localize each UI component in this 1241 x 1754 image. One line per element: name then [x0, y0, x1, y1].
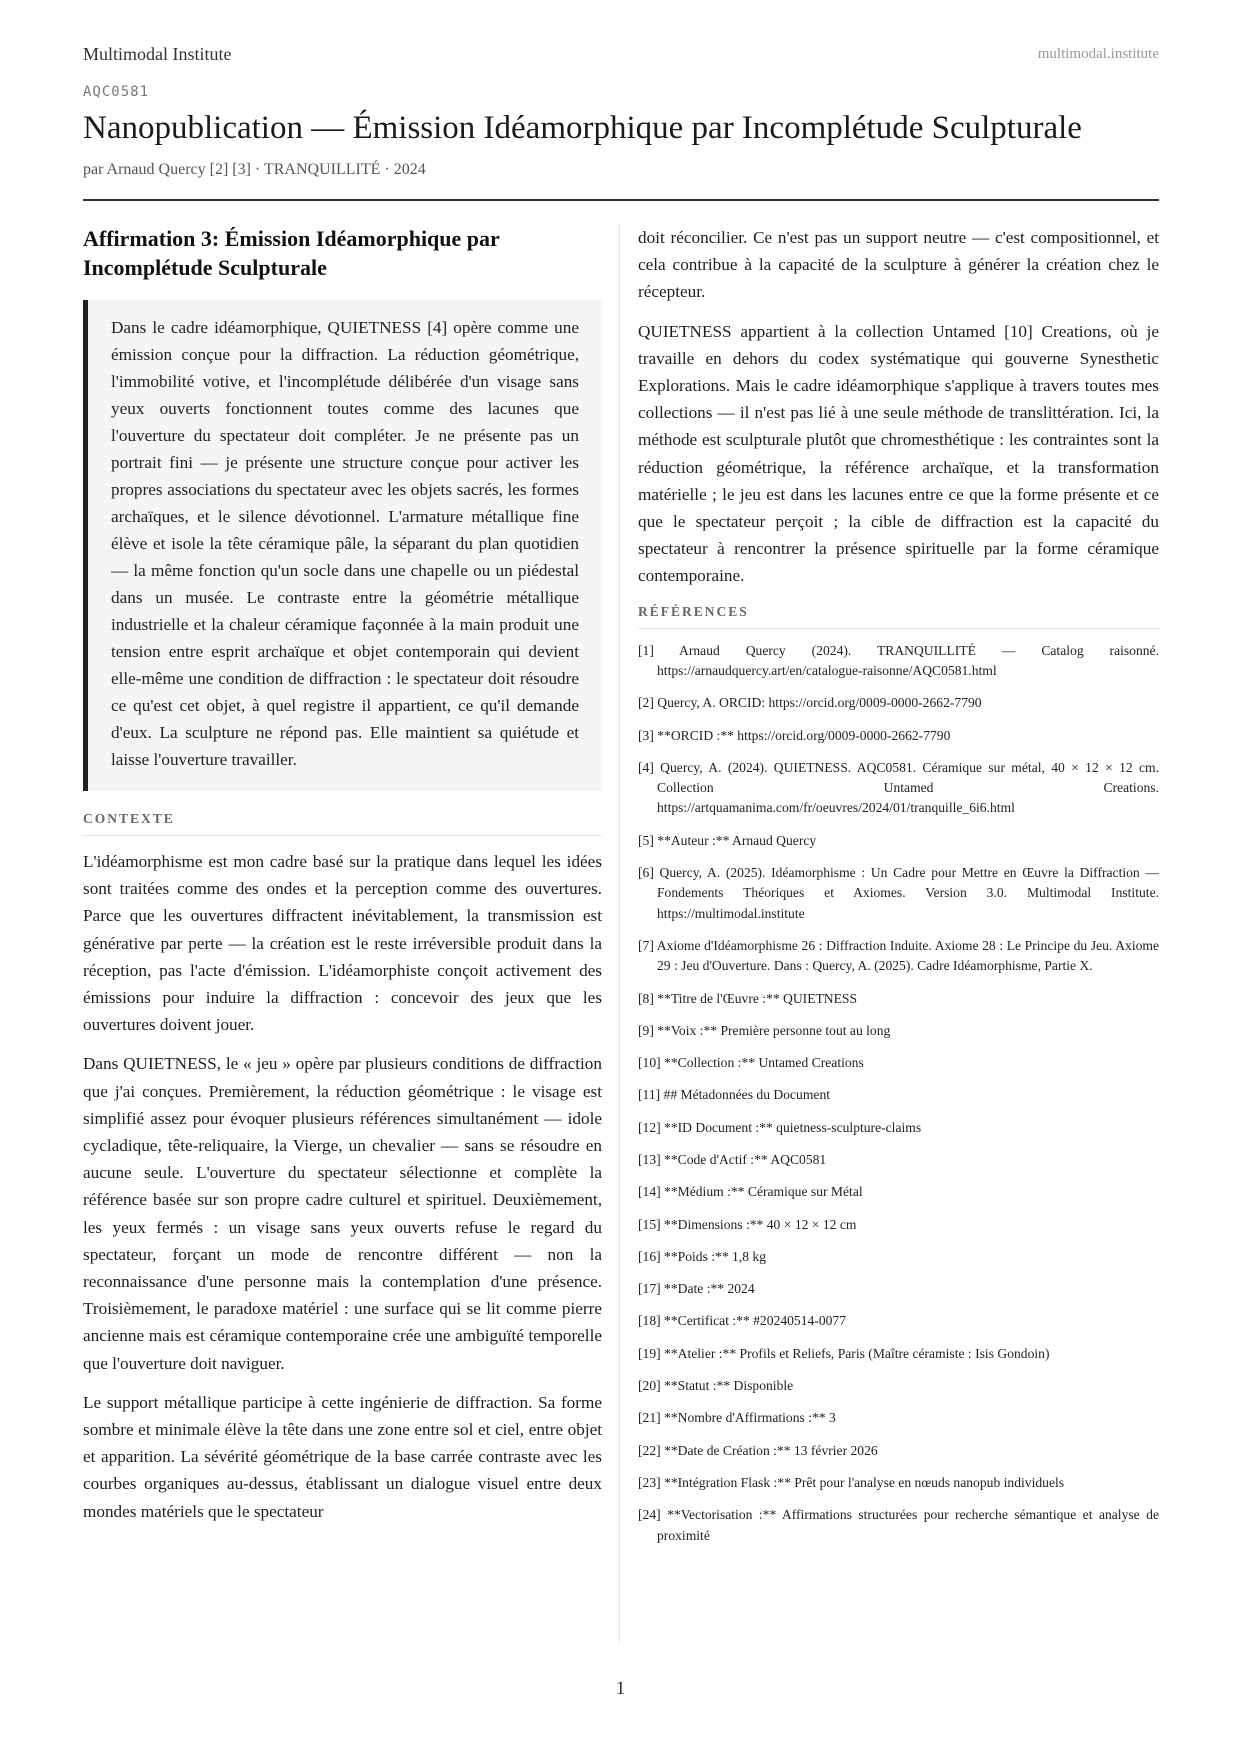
byline: par Arnaud Quercy [2] [3] · TRANQUILLITÉ · 2024 — [83, 161, 426, 178]
reference-item: [6] Quercy, A. (2025). Idéamorphisme : Un Cadre pour Mettre en Œuvre la Diffraction — Fondements Théoriques et Axiomes. Version 3.0. Multimodal Institute. https://multimodal.institute — [638, 865, 1159, 921]
header-divider — [83, 199, 1159, 201]
institute-name: Multimodal Institute — [83, 44, 232, 64]
reference-item: [18] **Certificat :** #20240514-0077 — [638, 1313, 847, 1329]
reference-item: [8] **Titre de l'Œuvre :** QUIETNESS — [638, 990, 858, 1006]
references-heading: RÉFÉRENCES — [638, 604, 1159, 629]
asset-code: AQC0581 — [83, 84, 150, 100]
reference-item: [1] Arnaud Quercy (2024). TRANQUILLITÉ — Catalog raisonné. https://arnaudquercy.art/en/catalogue-raisonne/AQC0581.html — [638, 642, 1159, 678]
page-header — [83, 44, 1159, 68]
reference-item: [7] Axiome d'Idéamorphisme 26 : Diffraction Induite. Axiome 28 : Le Principe du Jeu. Axiome 29 : Jeu d'Ouverture. Dans : Quercy, A. (2025). Cadre Idéamorphisme, Partie X. — [638, 937, 1159, 974]
reference-item: [9] **Voix :** Première personne tout au long — [638, 1022, 891, 1038]
reference-item: [10] **Collection :** Untamed Creations — [638, 1055, 864, 1071]
right-column — [638, 224, 1159, 1558]
institute-site-link[interactable]: multimodal.institute — [1037, 46, 1159, 62]
reference-item: [2] Quercy, A. ORCID: https://orcid.org/0009-0000-2662-7790 — [638, 695, 982, 711]
context-paragraph: QUIETNESS appartient à la collection Untamed [10] Creations, où je travaille en dehors du codex systématique qui gouverne Synesthetic Explorations. Mais le cadre idéamorphique s'applique à travers toutes mes collections — il n'est pas lié à une seule méthode de translittération. Ici, la méthode est sculpturale plutôt que chromesthétique : les contraintes sont la réduction géométrique, la référence archaïque, et la transformation matérielle ; le jeu est dans les lacunes entre ce que la forme présente et ce que le spectateur perçoit ; la cible de diffraction est la capacité du spectateur à rencontrer la présence spirituelle par la forme céramique contemporaine. — [638, 321, 1159, 586]
column-divider — [619, 224, 620, 1644]
reference-item: [19] **Atelier :** Profils et Reliefs, Paris (Maître céramiste : Isis Gondoin) — [638, 1345, 1050, 1361]
reference-item: [24] **Vectorisation :** Affirmations structurées pour recherche sémantique et analyse de proximité — [638, 1507, 1159, 1543]
context-heading: CONTEXTE — [83, 811, 602, 836]
claim-quote: Dans le cadre idéamorphique, QUIETNESS [4] opère comme une émission conçue pour la diffraction. La réduction géométrique, l'immobilité votive, et l'incomplétude délibérée d'un visage sans yeux ouverts fonctionnent toutes comme des lacunes que l'ouverture du spectateur doit compléter. Je ne présente pas un portrait fini — je présente une structure conçue pour activer les propres associations du spectateur avec les objets sacrés, les formes archaïques, et le silence dévotionnel. L'armature métallique fine élève et isole la tête céramique pâle, la séparant du plan quotidien — la même fonction qu'un socle dans une chapelle ou un piédestal dans un musée. Le contraste entre la géométrie métallique industrielle et la chaleur céramique façonnée à la main produit une tension entre esprit archaïque et objet contemporain qui devient elle-même une condition de diffraction : le spectateur doit résoudre ce qu'est cet objet, à quel registre il appartient, ce qu'il demande d'eux. La sculpture ne répond pas. Elle maintient sa quiétude et laisse l'ouverture travailler. — [83, 300, 602, 791]
reference-item: [5] **Auteur :** Arnaud Quercy — [638, 832, 817, 848]
reference-item: [4] Quercy, A. (2024). QUIETNESS. AQC0581. Céramique sur métal, 40 × 12 × 12 cm. Collection Untamed Creations. https://artquamanima.com/fr/oeuvres/2024/01/tranquille_6i6.html — [638, 759, 1159, 816]
context-paragraph: doit réconcilier. Ce n'est pas un support neutre — c'est compositionnel, et cela contribue à la capacité de la sculpture à générer la création chez le récepteur. — [638, 228, 1159, 302]
reference-item: [21] **Nombre d'Affirmations :** 3 — [638, 1410, 836, 1426]
context-paragraph: Le support métallique participe à cette ingénierie de diffraction. Sa forme sombre et minimale élève la tête dans une zone entre sol et ciel, entre objet et apparition. La sévérité géométrique de la base carrée contraste avec les courbes organiques au-dessus, établissant un dialogue visuel entre deux mondes matériels que le spectateur — [83, 1392, 602, 1521]
left-column — [83, 224, 602, 1537]
reference-list — [638, 641, 1159, 1546]
page-title: Nanopublication — Émission Idéamorphique par Incomplétude Sculpturale — [83, 110, 1082, 146]
page-number: 1 — [615, 1678, 626, 1699]
claim-heading: Affirmation 3: Émission Idéamorphique par Incomplétude Sculpturale — [83, 226, 500, 280]
reference-item: [14] **Médium :** Céramique sur Métal — [638, 1184, 863, 1200]
reference-item: [15] **Dimensions :** 40 × 12 × 12 cm — [638, 1216, 857, 1232]
context-paragraph: L'idéamorphisme est mon cadre basé sur la pratique dans lequel les idées sont traitées comme des ondes et la perception comme des ouvertures. Parce que les ouvertures diffractent inévitablement, la transmission est générative par perte — la création est le reste irréversible produit dans la réception, pas l'acte d'émission. L'idéamorphiste conçoit activement des émissions pour induire la diffraction : concevoir des jeux que les ouvertures doivent jouer. — [83, 852, 602, 1035]
reference-item: [3] **ORCID :** https://orcid.org/0009-0000-2662-7790 — [638, 727, 951, 743]
reference-item: [17] **Date :** 2024 — [638, 1281, 755, 1297]
reference-item: [13] **Code d'Actif :** AQC0581 — [638, 1151, 827, 1167]
reference-item: [16] **Poids :** 1,8 kg — [638, 1248, 767, 1264]
reference-item: [22] **Date de Création :** 13 février 2026 — [638, 1442, 878, 1458]
reference-item: [20] **Statut :** Disponible — [638, 1378, 794, 1394]
reference-item: [23] **Intégration Flask :** Prêt pour l'analyse en nœuds nanopub individuels — [638, 1474, 1065, 1490]
reference-item: [12] **ID Document :** quietness-sculpture-claims — [638, 1119, 922, 1135]
context-paragraph: Dans QUIETNESS, le « jeu » opère par plusieurs conditions de diffraction que j'ai conçues. Premièrement, la réduction géométrique : le visage est simplifié assez pour évoquer plusieurs références simultanément — idole cycladique, tête-reliquaire, la Vierge, un chevalier — sans se résoudre en aucune seule. L'ouverture du spectateur sélectionne et complète la référence basée sur son propre cadre culturel et spirituel. Deuxièmement, les yeux fermés : un visage sans yeux ouverts refuse le regard du spectateur, forçant un mode de rencontre différent — non la reconnaissance d'une personne mais la contemplation d'une présence. Troisièmement, le paradoxe matériel : une surface qui se lit comme pierre ancienne mais est céramique contemporaine crée une ambiguïté temporelle que l'ouverture doit naviguer. — [83, 1054, 602, 1373]
reference-item: [11] ## Métadonnées du Document — [638, 1087, 831, 1103]
